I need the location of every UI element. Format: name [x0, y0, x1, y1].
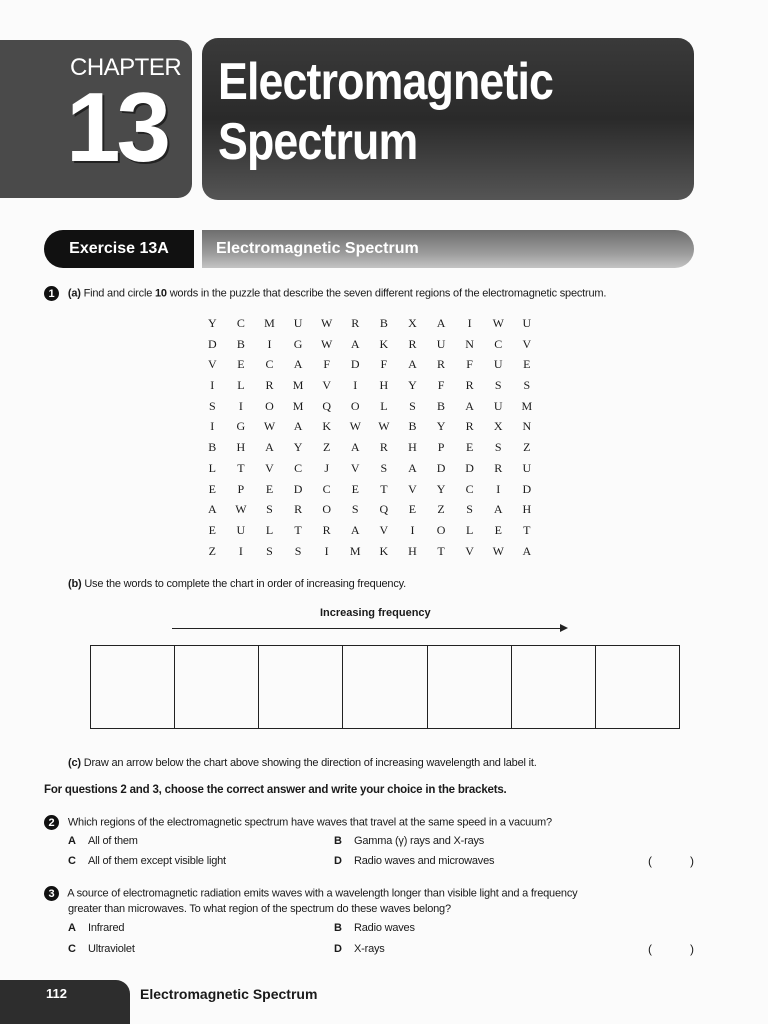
grid-letter[interactable]: N	[522, 419, 532, 434]
grid-letter[interactable]: I	[210, 378, 215, 393]
grid-letter[interactable]: V	[408, 481, 417, 496]
grid-letter[interactable]: R	[322, 522, 331, 537]
grid-letter[interactable]: L	[380, 398, 388, 413]
grid-letter[interactable]: B	[236, 336, 245, 351]
grid-letter[interactable]: U	[293, 316, 303, 330]
grid-letter[interactable]: L	[265, 522, 274, 537]
q1a-text-pre: Find and circle	[83, 287, 153, 300]
answer-box[interactable]	[259, 646, 343, 728]
grid-letter[interactable]: A	[408, 460, 417, 475]
grid-letter[interactable]: I	[410, 522, 415, 537]
q3-text-line1: A source of electromagnetic radiation emits waves with a wavelength longer than visible light and a frequency	[67, 887, 578, 900]
grid-letter[interactable]: E	[494, 522, 502, 537]
grid-letter[interactable]: H	[408, 543, 417, 558]
option-letter: B	[334, 922, 342, 934]
grid-letter[interactable]: Z	[208, 543, 216, 558]
grid-letter[interactable]: C	[236, 316, 245, 330]
frequency-arrow-line	[172, 628, 562, 629]
grid-letter[interactable]: R	[265, 378, 274, 393]
answer-box[interactable]	[428, 646, 512, 728]
chapter-title-line1: Electromagnetic	[218, 53, 554, 111]
grid-letter[interactable]: A	[265, 440, 274, 455]
grid-letter[interactable]: D	[350, 357, 360, 372]
grid-letter[interactable]: B	[379, 316, 388, 330]
q1a-label: (a)	[67, 287, 81, 300]
grid-letter[interactable]: H	[522, 502, 532, 517]
grid-letter[interactable]: L	[208, 460, 216, 475]
grid-letter[interactable]: W	[378, 419, 390, 434]
grid-letter[interactable]: S	[523, 378, 531, 393]
grid-letter[interactable]: I	[238, 398, 243, 413]
chapter-number: 13	[66, 72, 168, 182]
grid-letter[interactable]: R	[294, 502, 303, 517]
grid-letter[interactable]: O	[436, 522, 446, 537]
grid-letter[interactable]: K	[379, 543, 389, 558]
grid-letter[interactable]: W	[321, 316, 333, 330]
grid-letter[interactable]: C	[465, 481, 474, 496]
grid-letter[interactable]: V	[265, 460, 274, 475]
option-letter: D	[334, 855, 342, 867]
option-letter: D	[334, 943, 342, 955]
chapter-title	[218, 52, 553, 172]
grid-letter[interactable]: Y	[207, 316, 217, 330]
grid-letter[interactable]: H	[236, 440, 246, 455]
grid-letter[interactable]: A	[207, 502, 217, 517]
option-letter: C	[68, 855, 76, 867]
grid-letter[interactable]: T	[380, 481, 388, 496]
grid-letter[interactable]: C	[294, 460, 303, 475]
grid-letter[interactable]: R	[494, 460, 503, 475]
grid-letter[interactable]: A	[293, 357, 303, 372]
grid-letter[interactable]: G	[236, 419, 246, 434]
grid-letter[interactable]: A	[350, 522, 360, 537]
q2-bracket-close: )	[690, 854, 694, 868]
grid-letter[interactable]: X	[408, 316, 417, 330]
grid-letter[interactable]: W	[235, 502, 247, 517]
grid-letter[interactable]: A	[493, 502, 503, 517]
grid-letter[interactable]: A	[522, 543, 532, 558]
answer-box[interactable]	[343, 646, 427, 728]
grid-letter[interactable]: A	[350, 440, 360, 455]
grid-letter[interactable]: V	[522, 336, 532, 351]
grid-letter[interactable]: Z	[523, 440, 531, 455]
grid-letter[interactable]: Y	[436, 481, 446, 496]
grid-letter[interactable]: V	[379, 522, 389, 537]
grid-letter[interactable]: Z	[323, 440, 331, 455]
q1b-text: Use the words to complete the chart in order of increasing frequency.	[84, 578, 406, 590]
grid-letter[interactable]: A	[465, 398, 474, 413]
q2-answer-field[interactable]	[656, 852, 688, 870]
q1-number: 1	[44, 286, 59, 301]
grid-letter[interactable]: F	[466, 357, 473, 372]
grid-letter[interactable]: U	[236, 522, 246, 537]
grid-letter[interactable]: V	[350, 460, 360, 475]
option-text: Radio waves	[354, 922, 415, 934]
grid-letter[interactable]: S	[409, 398, 416, 413]
grid-letter[interactable]: M	[521, 398, 533, 413]
exercise-title: Electromagnetic Spectrum	[202, 230, 694, 268]
option-letter: B	[334, 835, 342, 847]
grid-letter[interactable]: D	[465, 460, 474, 475]
q3-question-line1	[44, 886, 577, 901]
answer-chart	[90, 645, 680, 729]
option-text: Gamma (γ) rays and X-rays	[354, 835, 485, 847]
q3-bracket-close: )	[690, 942, 694, 956]
grid-letter[interactable]: R	[351, 316, 360, 330]
grid-letter[interactable]: L	[465, 522, 474, 537]
grid-letter[interactable]: U	[493, 357, 503, 372]
grid-letter[interactable]: B	[408, 419, 417, 434]
grid-letter[interactable]: J	[324, 460, 329, 475]
grid-letter[interactable]: E	[237, 357, 245, 372]
grid-letter[interactable]: I	[238, 543, 243, 558]
option-letter: C	[68, 943, 76, 955]
grid-letter[interactable]: T	[237, 460, 245, 475]
grid-letter[interactable]: S	[494, 440, 502, 455]
option-text: Infrared	[88, 922, 125, 934]
grid-letter[interactable]: R	[465, 378, 474, 393]
grid-letter[interactable]: W	[492, 316, 504, 330]
grid-letter[interactable]: C	[265, 357, 274, 372]
exercise-tag: Exercise 13A	[44, 230, 194, 268]
q3-option-b	[334, 922, 415, 934]
increasing-frequency-label: Increasing frequency	[320, 607, 431, 619]
q1b-label: (b)	[68, 578, 82, 590]
grid-letter[interactable]: Q	[379, 502, 389, 517]
grid-letter[interactable]: W	[321, 336, 333, 351]
q1c-label: (c)	[68, 757, 81, 769]
q2-option-a	[68, 835, 138, 847]
grid-letter[interactable]: W	[492, 543, 504, 558]
grid-letter[interactable]: I	[467, 316, 472, 330]
chapter-title-line2: Spectrum	[218, 113, 418, 171]
grid-letter[interactable]: N	[465, 336, 474, 351]
grid-letter[interactable]: V	[207, 357, 217, 372]
grid-letter[interactable]: S	[466, 502, 473, 517]
grid-letter[interactable]: E	[265, 481, 274, 496]
grid-letter[interactable]: M	[349, 543, 361, 558]
arrow-right-icon	[560, 624, 568, 632]
grid-letter[interactable]: R	[437, 357, 446, 372]
grid-letter[interactable]: X	[493, 419, 503, 434]
q3-answer-field[interactable]	[656, 940, 688, 958]
instructions: For questions 2 and 3, choose the correct answer and write your choice in the brackets.	[44, 784, 507, 796]
grid-letter[interactable]: D	[522, 481, 532, 496]
grid-letter[interactable]: T	[523, 522, 531, 537]
grid-letter[interactable]: M	[264, 316, 275, 330]
grid-letter[interactable]: R	[408, 336, 417, 351]
grid-letter[interactable]: K	[379, 336, 389, 351]
grid-letter[interactable]: H	[379, 378, 389, 393]
grid-letter[interactable]: U	[493, 398, 503, 413]
q1a-count: 10	[154, 287, 167, 300]
grid-letter[interactable]: Y	[408, 378, 417, 393]
grid-letter[interactable]: I	[353, 378, 358, 393]
q2-text: Which regions of the electromagnetic spectrum have waves that travel at the same speed in a vacuum?	[67, 816, 552, 829]
grid-letter[interactable]: E	[465, 440, 474, 455]
q3-bracket-open: (	[648, 942, 652, 956]
grid-letter[interactable]: E	[351, 481, 359, 496]
grid-letter[interactable]: P	[437, 440, 445, 455]
grid-letter[interactable]: O	[265, 398, 274, 413]
grid-letter[interactable]: E	[208, 481, 216, 496]
grid-letter[interactable]: I	[210, 419, 215, 434]
grid-letter[interactable]: W	[263, 419, 276, 434]
option-letter: A	[68, 922, 76, 934]
option-text: All of them	[88, 835, 138, 847]
grid-letter[interactable]: S	[380, 460, 388, 475]
grid-letter[interactable]: A	[408, 357, 417, 372]
grid-letter[interactable]: T	[437, 543, 445, 558]
grid-letter[interactable]: M	[292, 398, 304, 413]
grid-letter[interactable]: T	[294, 522, 302, 537]
grid-letter[interactable]: E	[523, 357, 531, 372]
grid-letter[interactable]: H	[408, 440, 417, 455]
q3-number: 3	[44, 886, 59, 901]
option-text: Ultraviolet	[88, 943, 135, 955]
grid-letter[interactable]: I	[496, 481, 501, 496]
answer-box[interactable]	[512, 646, 596, 728]
q3-option-c	[68, 943, 135, 955]
grid-letter[interactable]: S	[494, 378, 502, 393]
grid-letter[interactable]: U	[522, 316, 532, 330]
q2-option-c	[68, 855, 226, 867]
grid-letter[interactable]: A	[350, 336, 360, 351]
chapter-label: CHAPTER	[70, 54, 182, 81]
q3-option-d	[334, 943, 385, 955]
grid-letter[interactable]: C	[494, 336, 503, 351]
grid-letter[interactable]: S	[294, 543, 302, 558]
page-number: 112	[46, 986, 67, 1001]
grid-letter[interactable]: E	[408, 502, 417, 517]
grid-letter[interactable]: P	[237, 481, 245, 496]
word-search-grid	[198, 316, 541, 564]
q1-part-b	[68, 578, 406, 590]
grid-letter[interactable]: V	[322, 378, 331, 393]
grid-letter[interactable]: Y	[293, 440, 303, 455]
grid-letter[interactable]: D	[293, 481, 303, 496]
grid-letter[interactable]: D	[436, 460, 446, 475]
grid-letter[interactable]: E	[208, 522, 216, 537]
answer-box[interactable]	[175, 646, 259, 728]
grid-letter[interactable]: U	[436, 336, 446, 351]
grid-letter[interactable]: O	[322, 502, 331, 517]
grid-letter[interactable]: Q	[322, 398, 331, 413]
grid-letter[interactable]: U	[522, 460, 532, 475]
grid-letter[interactable]: F	[380, 357, 388, 372]
grid-letter[interactable]: R	[465, 419, 474, 434]
footer-title: Electromagnetic Spectrum	[140, 986, 318, 1002]
q1a-text-post: words in the puzzle that describe the seven different regions of the electromagnetic spectrum.	[169, 287, 607, 300]
option-text: All of them except visible light	[88, 855, 226, 867]
grid-letter[interactable]: S	[266, 502, 273, 517]
q3-text-line2: greater than microwaves. To what region of the spectrum do these waves belong?	[68, 903, 451, 915]
grid-letter[interactable]: R	[379, 440, 388, 455]
grid-letter[interactable]: O	[350, 398, 360, 413]
option-text: X-rays	[354, 943, 385, 955]
grid-letter[interactable]: S	[266, 543, 273, 558]
q1-part-c	[68, 757, 537, 769]
grid-letter[interactable]: I	[267, 336, 272, 351]
grid-letter[interactable]: D	[207, 336, 217, 351]
q2-option-b	[334, 835, 484, 847]
grid-letter[interactable]: C	[322, 481, 331, 496]
q2-bracket-open: (	[648, 854, 652, 868]
grid-letter[interactable]: Z	[437, 502, 445, 517]
grid-letter[interactable]: L	[237, 378, 245, 393]
grid-letter[interactable]: W	[349, 419, 361, 434]
grid-letter[interactable]: M	[292, 378, 304, 393]
grid-letter[interactable]: A	[293, 419, 303, 434]
grid-letter[interactable]: K	[322, 419, 331, 434]
q2-option-d	[334, 855, 494, 867]
answer-box[interactable]	[91, 646, 175, 728]
grid-letter[interactable]: V	[465, 543, 474, 558]
grid-letter[interactable]: S	[208, 398, 216, 413]
grid-letter[interactable]: Y	[436, 419, 446, 434]
option-letter: A	[68, 835, 76, 847]
grid-letter[interactable]: S	[351, 502, 359, 517]
answer-box[interactable]	[596, 646, 679, 728]
q1-part-a	[44, 286, 606, 301]
q1c-text: Draw an arrow below the chart above showing the direction of increasing wavelength and label it.	[83, 757, 537, 769]
q2-question	[44, 815, 552, 830]
q2-number: 2	[44, 815, 59, 830]
q3-option-a	[68, 922, 124, 934]
option-text: Radio waves and microwaves	[354, 855, 495, 867]
grid-letter[interactable]: F	[323, 357, 331, 372]
grid-letter[interactable]: G	[293, 336, 303, 351]
grid-letter[interactable]: B	[437, 398, 446, 413]
grid-letter[interactable]: I	[324, 543, 329, 558]
grid-letter[interactable]: A	[436, 316, 446, 330]
grid-letter[interactable]: F	[437, 378, 445, 393]
grid-letter[interactable]: B	[208, 440, 217, 455]
